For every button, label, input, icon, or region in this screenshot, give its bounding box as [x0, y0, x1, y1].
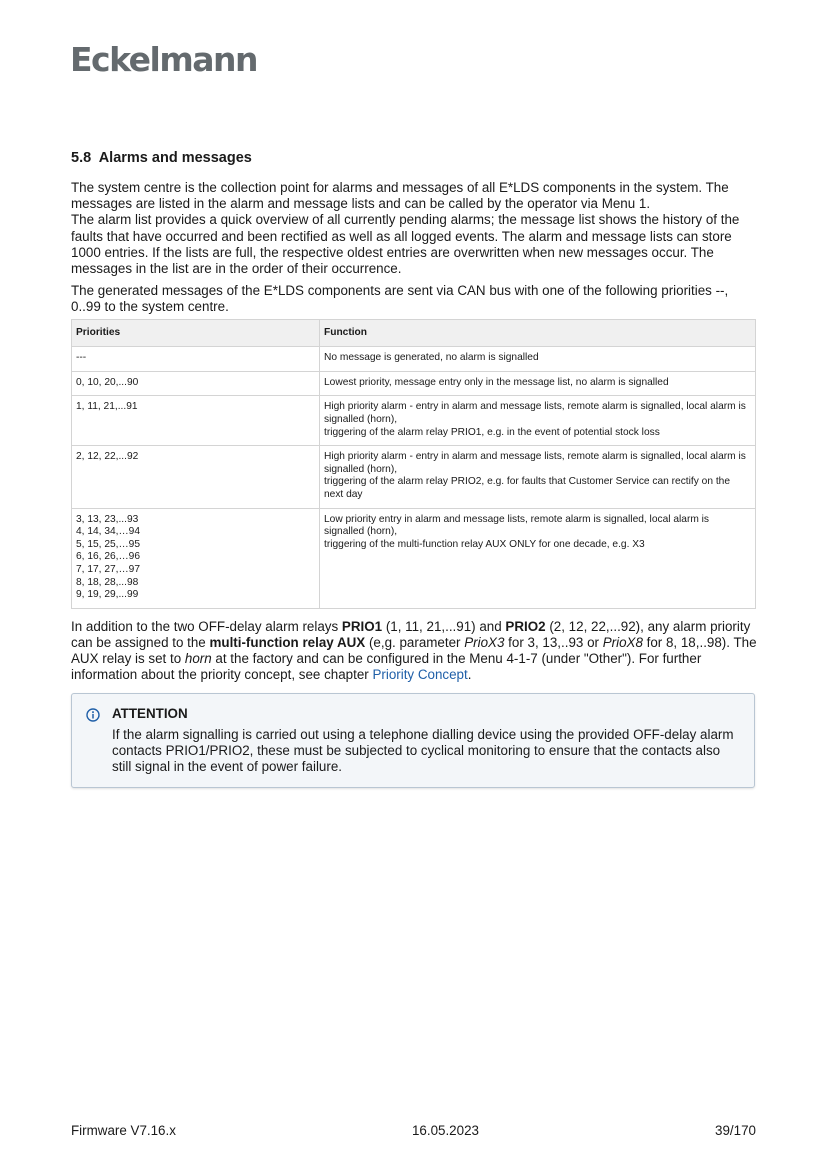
table-row [72, 396, 756, 446]
table-row [72, 371, 756, 396]
section-heading [71, 150, 757, 166]
text-run: (1, 11, 21,...91) and [382, 618, 506, 634]
text-run: . [467, 667, 472, 683]
page-footer [71, 1123, 756, 1138]
priority-cell: 2, 12, 22,...92 [72, 446, 320, 508]
function-cell: High priority alarm - entry in alarm and message lists, remote alarm is signalled, local alarm is signalled (horn), triggering of the alarm relay PRIO2, e.g. for faults that Customer Service can rectify on the next day [320, 446, 756, 508]
intro-paragraph [71, 180, 757, 277]
eckelmann-logo: Eckelmann [70, 40, 257, 79]
text-run: at the factory and can be configured in the Menu 4-1-7 (under "Other"). For further information about the priority concept, see chapter [71, 651, 702, 683]
header-priorities: Priorities [72, 319, 320, 347]
section-title: Alarms and messages [98, 150, 252, 166]
main-content [71, 150, 757, 788]
info-icon [86, 708, 100, 722]
footer-page-number: 39/170 [715, 1123, 756, 1138]
function-cell: No message is generated, no alarm is signalled [320, 347, 756, 372]
text-run: for 8, 18,..98). The AUX relay is set to [71, 634, 757, 667]
header-function: Function [320, 319, 756, 347]
function-cell: Lowest priority, message entry only in the message list, no alarm is signalled [320, 371, 756, 396]
priority-intro: The generated messages of the E*LDS components are sent via CAN bus with one of the following priorities --, 0..99 to the system centre. [71, 283, 729, 315]
priority-concept-link[interactable]: Priority Concept [372, 667, 468, 683]
text-run: (e,g. parameter [365, 634, 465, 650]
table-row [72, 446, 756, 508]
intro-line-2: The alarm list provides a quick overview of all currently pending alarms; the message list shows the history of the faults that have occurred and been rectified as well as all logged events. The alarm and message lists can store 1000 entries. If the lists are full, the respective oldest entries are overwritten when new messages occur. The messages in the list are in the order of their occurrence. [71, 212, 740, 277]
footer-firmware: Firmware V7.16.x [71, 1123, 176, 1138]
function-cell: Low priority entry in alarm and message lists, remote alarm is signalled, local alarm is signalled (horn), triggering of the multi-function relay AUX ONLY for one decade, e.g. X3 [320, 508, 756, 608]
priorities-table [71, 319, 756, 609]
attention-text: If the alarm signalling is carried out using a telephone dialling device using the provided OFF-delay alarm contacts PRIO1/PRIO2, these must be subjected to cyclical monitoring to ensure that the contacts also still signal in the event of power failure. [112, 726, 734, 774]
text-run: (2, 12, 22,...92), any alarm priority can be assigned to the [71, 618, 751, 650]
aux-relay-term: multi-function relay AUX [209, 634, 366, 650]
priority-cell: 3, 13, 23,...93 4, 14, 34,…94 5, 15, 25,…95 6, 16, 26,…96 7, 17, 27,…97 8, 18, 28,...98 9, 19, 29,...99 [72, 508, 320, 608]
priority-cell: --- [72, 347, 320, 372]
prio2-term: PRIO2 [505, 618, 546, 634]
attention-title: ATTENTION [112, 705, 188, 721]
footer-date: 16.05.2023 [411, 1123, 479, 1138]
section-number: 5.8 [71, 150, 92, 166]
table-row [72, 347, 756, 372]
priox8-param: PrioX8 [602, 634, 643, 650]
intro-line-1: The system centre is the collection point for alarms and messages of all E*LDS components in the system. The messages are listed in the alarm and message lists and can be called by the operator via Menu 1. [71, 180, 729, 212]
priority-cell: 0, 10, 20,...90 [72, 371, 320, 396]
priox3-param: PrioX3 [464, 634, 505, 650]
text-run: In addition to the two OFF-delay alarm relays [71, 618, 342, 634]
prio1-term: PRIO1 [341, 618, 383, 634]
attention-box [71, 693, 755, 789]
function-cell: High priority alarm - entry in alarm and message lists, remote alarm is signalled, local alarm is signalled (horn), triggering of the alarm relay PRIO1, e.g. in the event of potential stock loss [320, 396, 756, 446]
table-header-row [72, 319, 756, 347]
aux-relay-paragraph [71, 619, 757, 684]
priority-cell: 1, 11, 21,...91 [72, 396, 320, 446]
text-run: for 3, 13,..93 or [504, 634, 603, 650]
horn-term: horn [184, 651, 212, 667]
table-row [72, 508, 756, 608]
